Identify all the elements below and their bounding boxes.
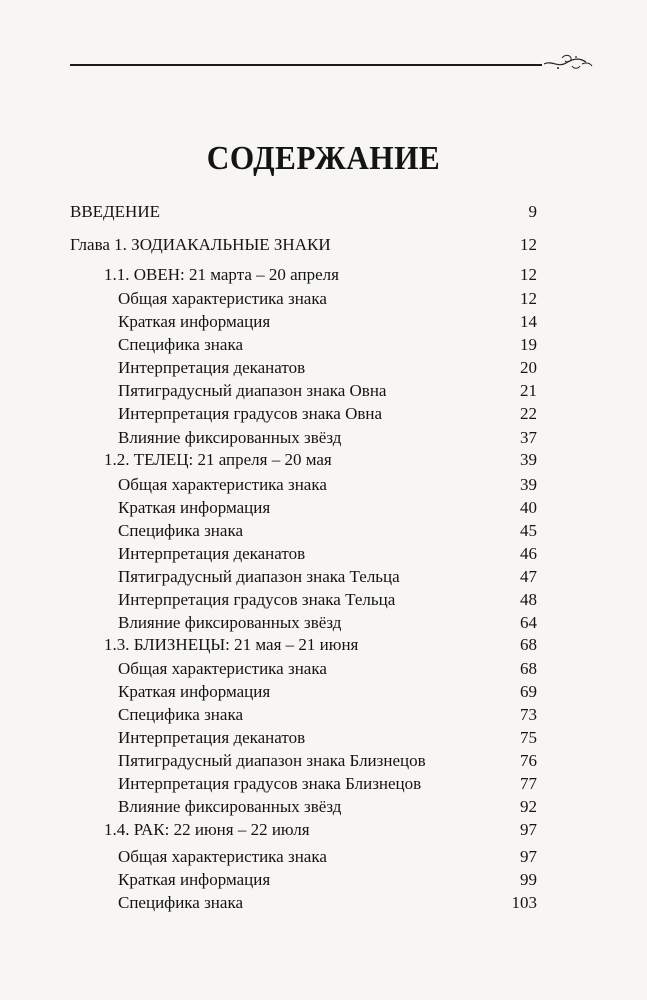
toc-entry-page: 77: [520, 774, 537, 793]
toc-entry-label: Интерпретация градусов знака Овна: [118, 404, 383, 423]
toc-entry-label: Интерпретация деканатов: [118, 728, 306, 747]
toc-entry: [0, 795, 647, 819]
toc-entry-label: Специфика знака: [118, 893, 243, 912]
toc-entry-page: 40: [520, 498, 537, 517]
toc-entry-page: 92: [520, 797, 537, 816]
toc-entry: [0, 845, 647, 869]
toc-entry-page: 20: [520, 358, 537, 377]
toc-entry-label: Влияние фиксированных звёзд: [118, 613, 342, 632]
toc-entry: [0, 287, 647, 311]
toc-entry-page: 97: [520, 847, 537, 866]
toc-section: [0, 818, 647, 842]
toc-entry-page: 64: [520, 613, 537, 632]
toc-entry: [0, 680, 647, 704]
toc-entry-page: 22: [520, 404, 537, 423]
toc-entry-label: 1.2. ТЕЛЕЦ: 21 апреля – 20 мая: [104, 450, 332, 469]
toc-entry: [0, 356, 647, 380]
toc-entry: [0, 402, 647, 426]
toc-entry: [0, 749, 647, 773]
toc-entry-label: Краткая информация: [118, 498, 271, 517]
toc-entry-page: 69: [520, 682, 537, 701]
toc-entry-page: 73: [520, 705, 537, 724]
toc-entry: [0, 703, 647, 727]
toc-chapter: [0, 200, 647, 224]
toc-entry-label: Специфика знака: [118, 521, 243, 540]
toc-entry: [0, 473, 647, 497]
toc-entry-label: Влияние фиксированных звёзд: [118, 428, 342, 447]
toc-entry: [0, 611, 647, 635]
toc-entry-label: Интерпретация деканатов: [118, 358, 306, 377]
toc-entry: [0, 496, 647, 520]
toc-entry-page: 103: [511, 893, 537, 912]
toc-entry-label: Интерпретация градусов знака Тельца: [118, 590, 396, 609]
toc-entry: [0, 868, 647, 892]
toc-entry-page: 76: [520, 751, 537, 770]
toc-entry-label: Пятиградусный диапазон знака Овна: [118, 381, 387, 400]
toc-section: [0, 448, 647, 472]
toc-entry-page: 68: [520, 659, 537, 678]
toc-entry-page: 9: [528, 202, 537, 221]
toc-entry-page: 99: [520, 870, 537, 889]
toc-entry-page: 14: [520, 312, 537, 331]
toc-chapter: [0, 233, 647, 257]
toc-entry-label: Специфика знака: [118, 335, 243, 354]
toc-section: [0, 633, 647, 657]
toc-entry-label: 1.4. РАК: 22 июня – 22 июля: [104, 820, 310, 839]
page-title: СОДЕРЖАНИЕ: [206, 140, 441, 177]
toc-entry-page: 47: [520, 567, 537, 586]
toc-entry-page: 39: [520, 450, 537, 469]
toc-entry-label: ВВЕДЕНИЕ: [70, 202, 160, 221]
toc-entry-label: 1.3. БЛИЗНЕЦЫ: 21 мая – 21 июня: [104, 635, 359, 654]
toc-entry-label: Общая характеристика знака: [118, 847, 327, 866]
toc-entry-page: 75: [520, 728, 537, 747]
toc-entry: [0, 588, 647, 612]
toc-entry: [0, 426, 647, 450]
toc-entry-label: Влияние фиксированных звёзд: [118, 797, 342, 816]
toc-entry: [0, 657, 647, 681]
toc-entry-page: 39: [520, 475, 537, 494]
toc-entry: [0, 333, 647, 357]
toc-entry-label: Общая характеристика знака: [118, 659, 327, 678]
toc-entry-label: Пятиградусный диапазон знака Тельца: [118, 567, 400, 586]
toc-entry-label: Краткая информация: [118, 870, 271, 889]
toc-entry-label: Интерпретация градусов знака Близнецов: [118, 774, 422, 793]
toc-entry: [0, 310, 647, 334]
toc-entry-page: 68: [520, 635, 537, 654]
toc-entry-label: Интерпретация деканатов: [118, 544, 306, 563]
toc-entry: [0, 542, 647, 566]
toc-entry-label: Общая характеристика знака: [118, 475, 327, 494]
toc-entry-label: Краткая информация: [118, 312, 271, 331]
toc-section: [0, 263, 647, 287]
toc-entry-page: 12: [520, 289, 537, 308]
toc-entry: [0, 565, 647, 589]
toc-entry-page: 12: [520, 265, 537, 284]
toc-entry-page: 19: [520, 335, 537, 354]
toc-entry-page: 37: [520, 428, 537, 447]
toc-entry-page: 48: [520, 590, 537, 609]
toc-entry-page: 12: [520, 235, 537, 254]
toc-entry-page: 45: [520, 521, 537, 540]
toc-entry-label: Специфика знака: [118, 705, 243, 724]
toc-entry-label: Пятиградусный диапазон знака Близнецов: [118, 751, 426, 770]
toc-entry-page: 46: [520, 544, 537, 563]
toc-entry: [0, 891, 647, 915]
toc-entry-label: Краткая информация: [118, 682, 271, 701]
toc-entry-page: 21: [520, 381, 537, 400]
toc-entry-label: 1.1. ОВЕН: 21 марта – 20 апреля: [104, 265, 339, 284]
toc-entry: [0, 519, 647, 543]
toc-entry: [0, 379, 647, 403]
toc-entry-page: 97: [520, 820, 537, 839]
toc-entry-label: Общая характеристика знака: [118, 289, 327, 308]
toc-entry-label: Глава 1. ЗОДИАКАЛЬНЫЕ ЗНАКИ: [70, 235, 331, 254]
toc-entry: [0, 726, 647, 750]
toc-entry: [0, 772, 647, 796]
